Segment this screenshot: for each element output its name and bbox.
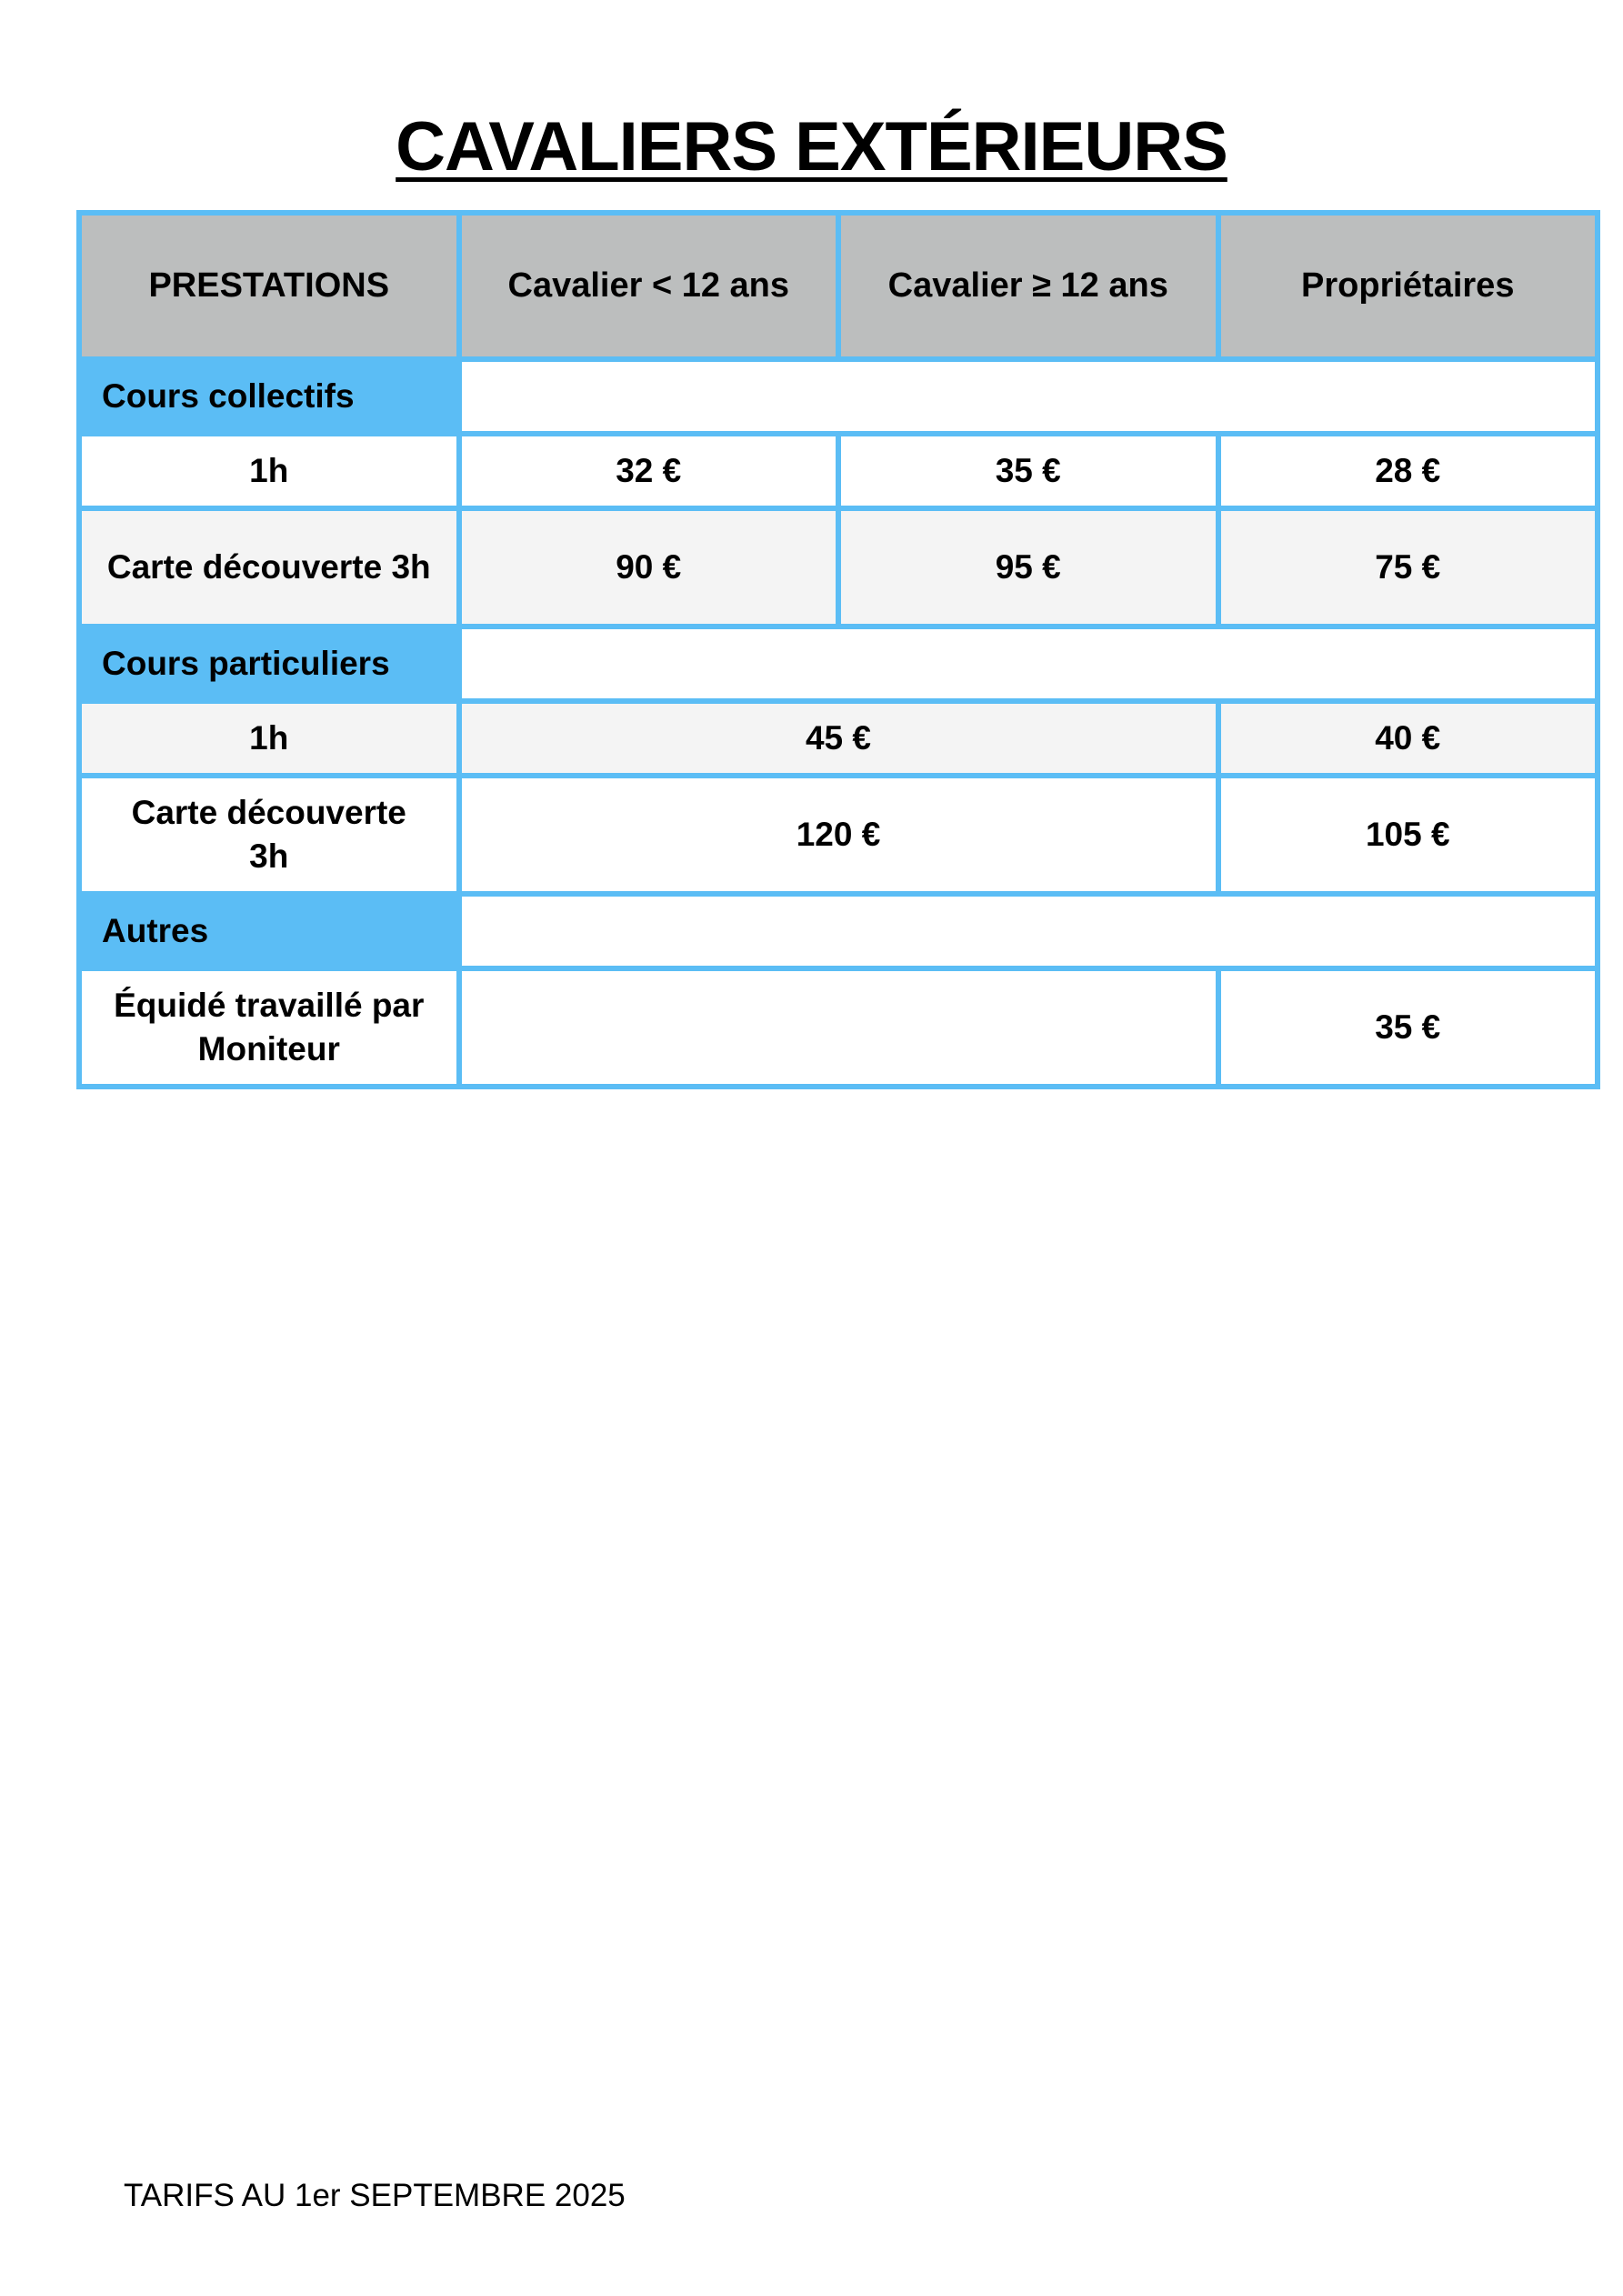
section-label: Autres	[82, 897, 456, 966]
row-label: Carte découverte 3h	[82, 778, 456, 891]
section-row-autres	[82, 897, 1595, 966]
table-row	[82, 971, 1595, 1084]
price-cell: 75 €	[1221, 511, 1596, 624]
row-label: Carte découverte 3h	[82, 511, 456, 624]
table-row	[82, 704, 1595, 773]
header-prestations: PRESTATIONS	[82, 216, 456, 356]
header-cavalier-under-12: Cavalier < 12 ans	[462, 216, 837, 356]
price-cell: 45 €	[462, 704, 1216, 773]
price-cell: 105 €	[1221, 778, 1596, 891]
row-label: 1h	[82, 704, 456, 773]
section-label: Cours collectifs	[82, 362, 456, 431]
table-header-row	[82, 216, 1595, 356]
price-cell: 90 €	[462, 511, 837, 624]
row-label: 1h	[82, 436, 456, 506]
price-cell: 32 €	[462, 436, 837, 506]
price-table	[76, 210, 1600, 1089]
table-row	[82, 436, 1595, 506]
footer-date: TARIFS AU 1er SEPTEMBRE 2025	[124, 2178, 626, 2213]
price-cell	[462, 971, 1216, 1084]
section-row-cours-collectifs	[82, 362, 1595, 431]
section-label: Cours particuliers	[82, 629, 456, 698]
price-cell: 95 €	[841, 511, 1216, 624]
section-row-cours-particuliers	[82, 629, 1595, 698]
table-row	[82, 778, 1595, 891]
section-blank	[462, 629, 1596, 698]
header-proprietaires: Propriétaires	[1221, 216, 1596, 356]
price-cell: 35 €	[1221, 971, 1596, 1084]
price-cell: 120 €	[462, 778, 1216, 891]
table-row	[82, 511, 1595, 624]
section-blank	[462, 362, 1596, 431]
section-blank	[462, 897, 1596, 966]
price-cell: 40 €	[1221, 704, 1596, 773]
row-label: Équidé travaillé par Moniteur	[82, 971, 456, 1084]
price-cell: 28 €	[1221, 436, 1596, 506]
price-cell: 35 €	[841, 436, 1216, 506]
header-cavalier-12-plus: Cavalier ≥ 12 ans	[841, 216, 1216, 356]
page-title: CAVALIERS EXTÉRIEURS	[396, 108, 1227, 185]
